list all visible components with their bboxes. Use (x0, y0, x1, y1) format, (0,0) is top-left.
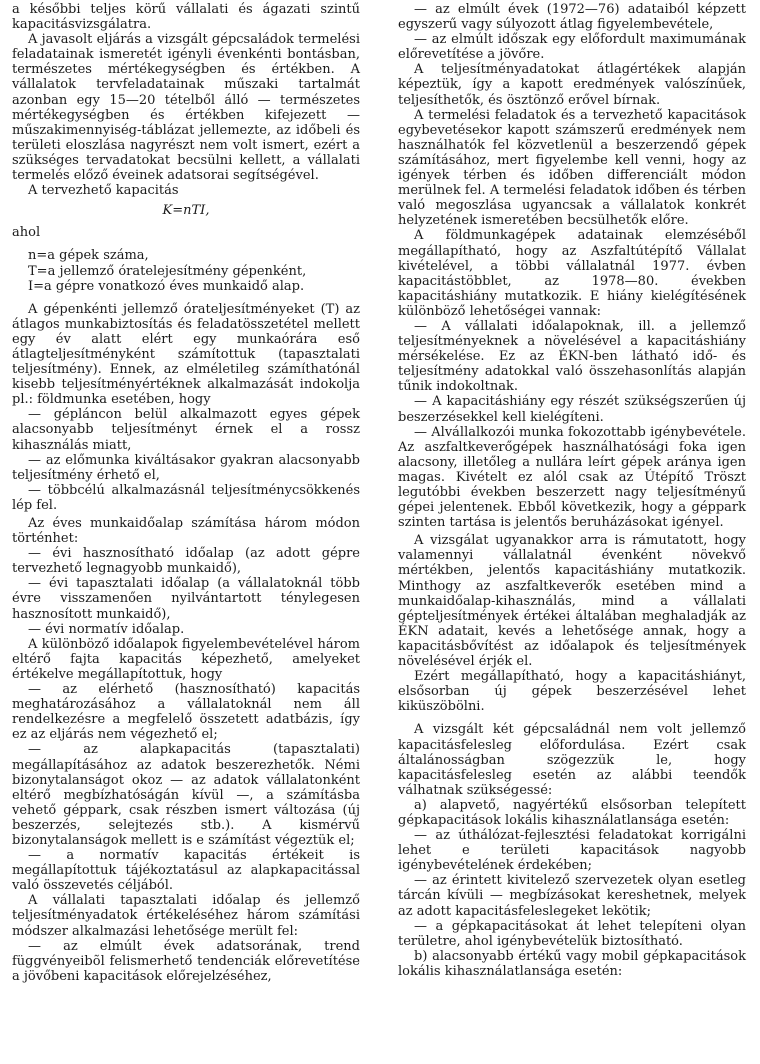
paragraph: A földmunkagépek adatainak elemzéséből megállapítható, hogy az Aszfaltútépítő Vállalat kivételével, a többi vállalatnál 1977. évben kapacitástöbblet, az 1978—80. években kapacitáshiány mutatkozik. E hiány kielégítésének különböző lehetőségei vannak: (398, 228, 746, 319)
paragraph: A különböző időalapok figyelembevételével három eltérő fajta kapacitás képezhető, amelyeket értékelve megállapítottuk, hogy (12, 636, 360, 682)
paragraph: A vállalati tapasztalati időalap és jellemző teljesítményadatok értékeléséhez három számítási módszer alkalmazási lehetősége merült fel: (12, 893, 360, 939)
list-item: — évi tapasztalati időalap (a vállalatoknál több évre visszamenően nyilvántartott ténylegesen hasznosított munkaidő), (12, 576, 360, 622)
paragraph: A gépenkénti jellemző órateljesítményeket (T) az átlagos munkabiztosítás és feladatösszetétel mellett egy év alatt elért egy munkaórára eső átlagteljesítményként számítottuk (tapasztalati teljesítmény). Ennek, az elméletileg számíthatónál kisebb teljesítményértéknek alkalmazását indokolja pl.: földmunka esetében, hogy (12, 301, 360, 408)
list-item: b) alacsonyabb értékű vagy mobil gépkapacitások lokális kihasználatlansága esetén: (398, 948, 746, 979)
paragraph: Ezért megállapítható, hogy a kapacitáshiányt, elsősorban új gépek beszerzésével lehet kiküszöbölni. (398, 669, 746, 715)
list-item: — Alvállalkozói munka fokozottabb igénybevétele. Az aszfaltkeverőgépek használhatósági foka igen alacsony, illetőleg a nullára leírt gépek aránya igen magas. Kivételt ez alól csak az Útépítő Tröszt legutóbbi években beszerzett nagy teljesítményű gépei jelentenek. Ebből következik, hogy a géppark szinten tartása is jelentős beruházásokat igényel. (398, 424, 746, 531)
definition-item: n=a gépek száma, (28, 248, 149, 264)
paragraph: Az éves munkaidőalap számítása három módon történhet: (12, 516, 360, 547)
list-item: — évi normatív időalap. (28, 621, 185, 637)
left-column (12, 2, 360, 984)
list-item: — évi hasznosítható időalap (az adott gépre tervezhető legnagyobb munkaidő), (12, 546, 360, 577)
paragraph: A teljesítményadatokat átlagértékek alapján képeztük, így a kapott eredmények valószínűek, teljesíthetők, és ösztönző erővel bírnak. (398, 62, 746, 108)
paragraph: A termelési feladatok és a tervezhető kapacitások egybevetésekor kapott számszerű eredmények nem használhatók fel közvetlenül a beszerzendő gépek számításához, mert figyelembe kell venni, hogy az igények térben és időben differenciált módon merülnek fel. A termelési feladatok időben és térben való megoszlása ugyancsak a vállalatok konkrét helyzetének ismeretében becsülhetők előre. (398, 107, 746, 229)
list-item: — gépláncon belül alkalmazott egyes gépek alacsonyabb teljesítményt érnek el a rossz kihasználás miatt, (12, 407, 360, 453)
paragraph: A tervezhető kapacitás (28, 183, 179, 199)
formula-text: K=nTI, (162, 203, 210, 219)
list-item: — a normatív kapacitás értékeit is megállapítottuk tájékoztatásul az alapkapacitással való összevetés céljából. (12, 848, 360, 894)
formula (12, 203, 360, 218)
list-item: — az úthálózat-fejlesztési feladatokat korrigálni lehet e területi kapacitások nagyobb igénybevételének érdekében; (398, 828, 746, 874)
paragraph: A vizsgálat ugyanakkor arra is rámutatott, hogy valamennyi vállalatnál évenként növekvő mértékben, jelentős kapacitáshiány mutatkozik. Minthogy az aszfaltkeverők esetében mind a munkaidőalap-kihasználás, mind a vállalati gépteljesítmények értékei általában meghaladják az ÉKN adatait, kevés a lehetősége annak, hogy a kapacitásbővítést az időalapok és teljesítmények növelésével érjék el. (398, 533, 746, 670)
right-column (398, 2, 746, 979)
list-item: — többcélú alkalmazásnál teljesítménycsökkenés lép fel. (12, 482, 360, 513)
list-item: — az előmunka kiváltásakor gyakran alacsonyabb teljesítmény érhető el, (12, 452, 360, 483)
list-item: — az elmúlt évek adatsorának, trend függvényeibõl felismerhető tendenciák előrevetítése a jövőbeni kapacitások előrejelzéséhez, (12, 938, 360, 984)
list-item: a) alapvető, nagyértékű elsősorban telepített gépkapacitások lokális kihasználatlansága esetén: (398, 797, 746, 828)
list-item: — a gépkapacitásokat át lehet telepíteni olyan területre, ahol igénybevételük biztosítható. (398, 918, 746, 949)
list-item: — az alapkapacitás (tapasztalati) megállapításához az adatok beszerezhetők. Némi bizonytalanságot okoz — az adatok vállalatonként eltérő megbízhatóságán kívül —, a számításba vehető géppark, csak részben ismert változása (új beszerzés, selejtezés stb.). A kismérvű bizonytalanságok mellett is e számítást végeztük el; (12, 742, 360, 848)
list-item: — az elmúlt évek (1972—76) adataiból képzett egyszerű vagy súlyozott átlag figyelembevétele, (398, 2, 746, 33)
paragraph: a későbbi teljes körű vállalati és ágazati szintű kapacitásvizsgálatra. (12, 2, 360, 33)
list-item: — A vállalati időalapoknak, ill. a jellemző teljesítményeknek a növelésével a kapacitáshiány mérsékelése. Ez az ÉKN-ben látható idő- és teljesítmény adatokkal való összehasonlítás alapján tűnik indokoltnak. (398, 318, 746, 395)
definition-item: I=a gépre vonatkozó éves munkaidő alap. (28, 278, 305, 294)
paragraph: A javasolt eljárás a vizsgált gépcsaládok termelési feladatainak ismeretét igényli évenkénti bontásban, természetes mértékegységben és értékben. A vállalatok tervfeladatainak műszaki tartalmát azonban egy 15—20 tételből álló — természetes mértékegységben és értékben kifejezett — műszakimennyiség-táblázat jellemezte, az időbeli és területi eloszlása nagyrészt nem volt ismert, ezért a szükséges tervadatokat becsülni kellett, a vállalati termelés előző éveinek adatsorai segítségével. (12, 32, 360, 184)
definition-item: T=a jellemző óratelejesítmény gépenként, (28, 263, 307, 279)
paragraph: ahol (12, 225, 41, 241)
paragraph: A vizsgált két gépcsaládnál nem volt jellemző kapacitásfelesleg előfordulása. Ezért csak általánosságban szögezzük le, hogy kapacitásfelesleg esetén az alábbi teendők válhatnak szükségessé: (398, 722, 746, 798)
list-item: — az érintett kivitelező szervezetek olyan esetleg tárcán kívüli — megbízásokat kereshetnek, melyek az adott kapacitásfeleslegeket lekötik; (398, 873, 746, 919)
list-item: — A kapacitáshiány egy részét szükségszerűen új beszerzésekkel kell kielégíteni. (398, 394, 746, 425)
list-item: — az elmúlt időszak egy előfordult maximumának előrevetítése a jövőre. (398, 32, 746, 63)
list-item: — az elérhető (hasznosítható) kapacitás meghatározásához a vállalatoknál nem áll rendelkezésre a megfelelő összetett adatbázis, így ez az eljárás nem végezhető el; (12, 682, 360, 743)
